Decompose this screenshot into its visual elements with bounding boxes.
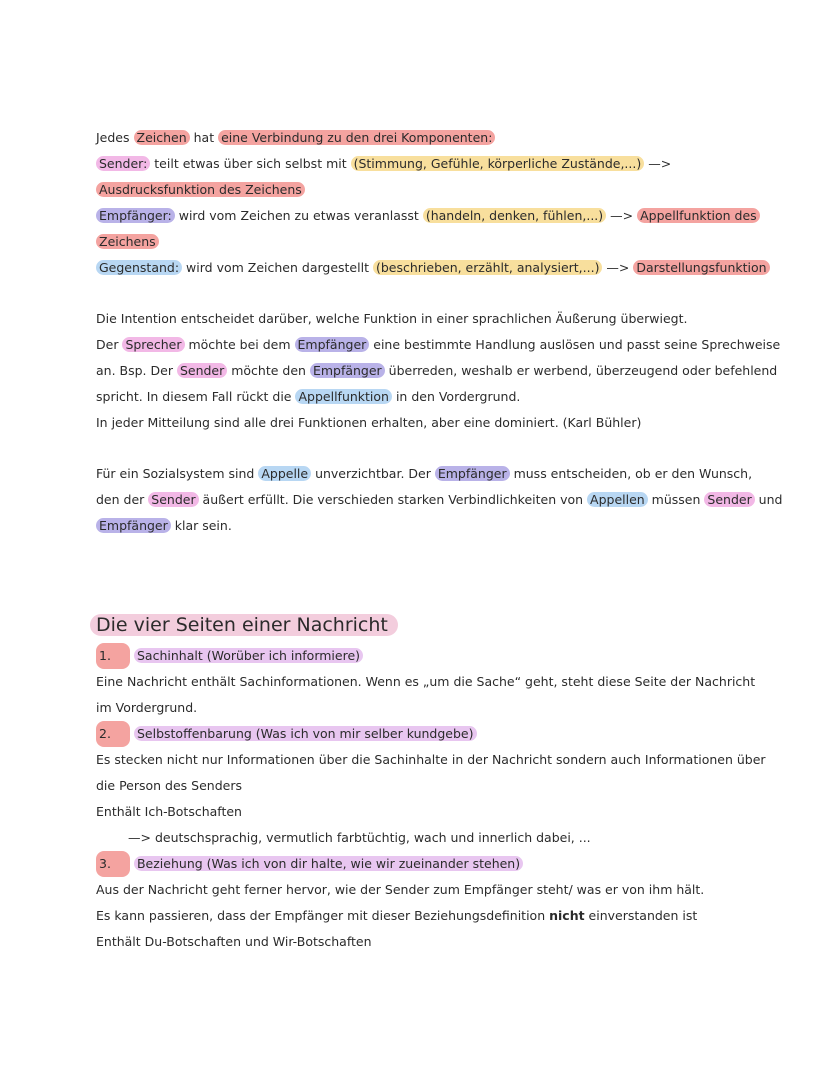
sozialsystem-line-3: Empfänger klar sein. xyxy=(96,513,746,539)
intro-line-2: Sender: teilt etwas über sich selbst mit (Stimmung, Gefühle, körperliche Zustände,...) —> xyxy=(96,151,746,177)
highlight-appellfunktion: Appellfunktion xyxy=(295,389,392,404)
intention-paragraph xyxy=(96,306,781,436)
highlight-appelle: Appelle xyxy=(258,466,311,481)
highlight-sender-examples: (Stimmung, Gefühle, körperliche Zustände,...) xyxy=(351,156,645,171)
intro-line-3 xyxy=(96,177,746,203)
highlight-verbindung: eine Verbindung zu den drei Komponenten: xyxy=(218,130,495,145)
highlight-sender: Sender xyxy=(148,492,198,507)
highlight-empfaenger: Empfänger: xyxy=(96,208,175,223)
highlight-darstellungsfunktion: Darstellungsfunktion xyxy=(633,260,769,275)
highlight-empfaenger: Empfänger xyxy=(96,518,171,533)
highlight-empfaenger: Empfänger xyxy=(295,337,370,352)
highlight-sender: Sender xyxy=(177,363,227,378)
intro-line-6: Gegenstand: wird vom Zeichen dargestellt (beschrieben, erzählt, analysiert,...) —> Darstellungsfunktion xyxy=(96,255,746,281)
side-1-title: 1. Sachinhalt (Worüber ich informiere) xyxy=(96,643,746,669)
side-3-title: 3. Beziehung (Was ich von dir halte, wie wir zueinander stehen) xyxy=(96,851,746,877)
number-badge: 2. xyxy=(96,721,130,747)
side-2-line-2: die Person des Senders xyxy=(96,778,242,793)
intention-line-2: Der Sprecher möchte bei dem Empfänger eine bestimmte Handlung auslösen und passt seine Sprechweise xyxy=(96,337,781,352)
highlight-zeichen: Zeichen xyxy=(134,130,190,145)
highlight-sprecher: Sprecher xyxy=(122,337,184,352)
side-3-line-3: Enthält Du-Botschaften und Wir-Botschaften xyxy=(96,934,372,949)
highlight-empfaenger-examples: (handeln, denken, fühlen,...) xyxy=(423,208,606,223)
intro-section xyxy=(96,125,767,281)
sozialsystem-line-1: Für ein Sozialsystem sind Appelle unverzichtbar. Der Empfänger muss entscheiden, ob er den Wunsch, xyxy=(96,466,753,481)
side-3-line-2: Es kann passieren, dass der Empfänger mit dieser Beziehungsdefinition nicht einverstanden ist xyxy=(96,908,698,923)
highlight-zeichens: Zeichens xyxy=(96,234,159,249)
number-badge: 1. xyxy=(96,643,130,669)
highlight-ausdrucksfunktion: Ausdrucksfunktion des Zeichens xyxy=(96,182,305,197)
side-3-line-1: Aus der Nachricht geht ferner hervor, wie der Sender zum Empfänger steht/ was er von ihm hält. xyxy=(96,882,705,897)
intention-line-3: an. Bsp. Der Sender möchte den Empfänger überreden, weshalb er werbend, überzeugend oder befehlend xyxy=(96,363,778,378)
side-2-title: 2. Selbstoffenbarung (Was ich von mir selber kundgebe) xyxy=(96,721,746,747)
intro-line-4: Empfänger: wird vom Zeichen zu etwas veranlasst (handeln, denken, fühlen,...) —> Appellfunktion des xyxy=(96,203,746,229)
highlight-appellfunktion: Appellfunktion des xyxy=(637,208,760,223)
intro-line-1: Jedes Zeichen hat eine Verbindung zu den drei Komponenten: xyxy=(96,125,746,151)
side-2-line-4: —> deutschsprachig, vermutlich farbtüchtig, wach und innerlich dabei, ... xyxy=(128,830,591,845)
side-1-line-2: im Vordergrund. xyxy=(96,700,198,715)
side-2-line-1: Es stecken nicht nur Informationen über die Sachinhalte in der Nachricht sondern auch Informationen über xyxy=(96,752,766,767)
intention-line-1: Die Intention entscheidet darüber, welche Funktion in einer sprachlichen Äußerung überwiegt. xyxy=(96,311,688,326)
sozialsystem-line-2: den der Sender äußert erfüllt. Die verschieden starken Verbindlichkeiten von Appellen müssen Sender und xyxy=(96,492,783,507)
highlight-gegenstand: Gegenstand: xyxy=(96,260,182,275)
highlight-appellen: Appellen xyxy=(587,492,648,507)
four-sides-section xyxy=(96,643,766,955)
highlight-sender: Sender: xyxy=(96,156,150,171)
highlight-empfaenger: Empfänger xyxy=(435,466,510,481)
number-badge: 3. xyxy=(96,851,130,877)
sozialsystem-paragraph xyxy=(96,461,783,539)
side-2-line-3: Enthält Ich-Botschaften xyxy=(96,804,242,819)
intention-line-5: In jeder Mitteilung sind alle drei Funktionen erhalten, aber eine dominiert. (Karl Bühler) xyxy=(96,415,642,430)
intro-line-5 xyxy=(96,229,746,255)
intention-line-4: spricht. In diesem Fall rückt die Appellfunktion in den Vordergrund. xyxy=(96,389,521,404)
section-heading: Die vier Seiten einer Nachricht xyxy=(90,611,398,639)
highlight-sender: Sender xyxy=(704,492,754,507)
highlight-empfaenger: Empfänger xyxy=(310,363,385,378)
side-1-line-1: Eine Nachricht enthält Sachinformationen. Wenn es „um die Sache“ geht, steht diese Seite der Nachricht xyxy=(96,674,756,689)
highlight-gegenstand-examples: (beschrieben, erzählt, analysiert,...) xyxy=(373,260,603,275)
